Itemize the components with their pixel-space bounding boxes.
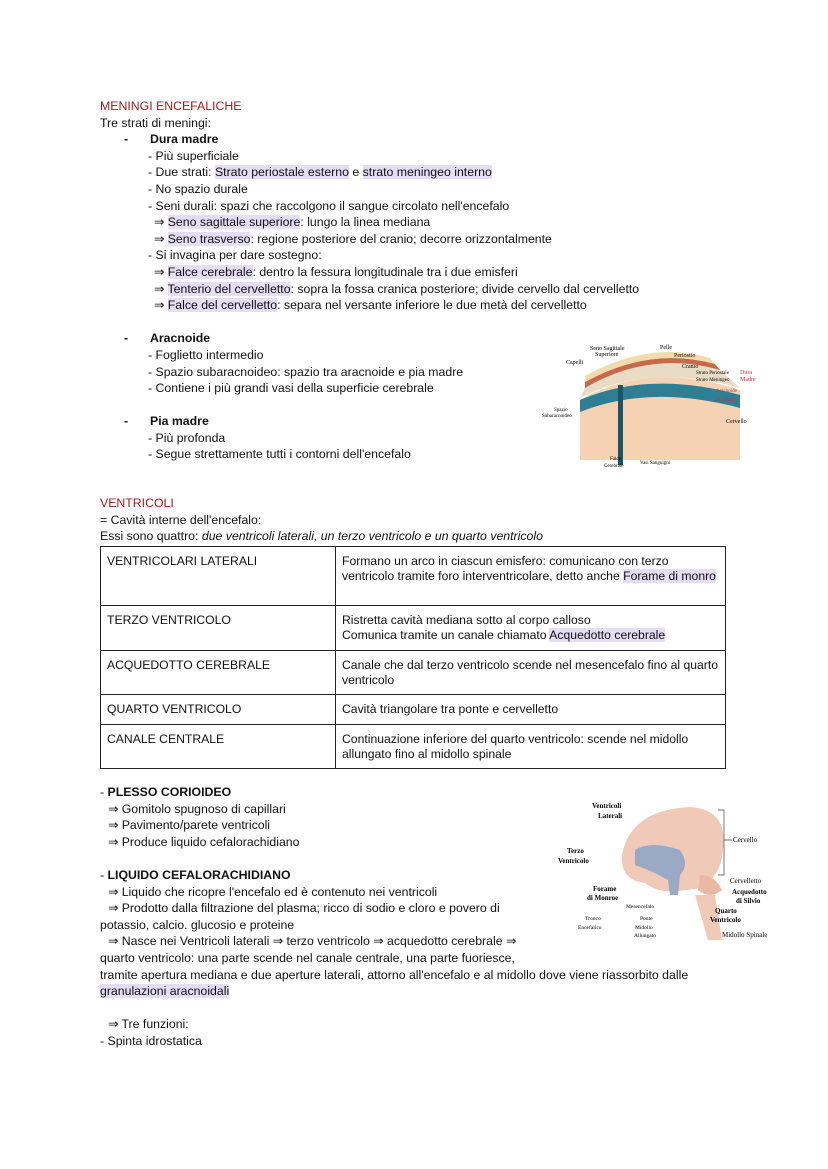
svg-text:Tronco: Tronco <box>585 916 601 922</box>
cerebellum-shape <box>698 875 722 895</box>
ventricles-diagram <box>550 795 810 945</box>
svg-text:di Silvio: di Silvio <box>736 897 761 905</box>
line: ⇒ Produce liquido cefalorachidiano <box>108 834 300 849</box>
line: - Spinta idrostatica <box>100 1033 202 1048</box>
svg-text:Cranio: Cranio <box>682 364 699 370</box>
bullet: - <box>124 414 129 429</box>
highlight: Falce del cervelletto <box>167 298 278 313</box>
svg-text:Pelle: Pelle <box>660 345 672 351</box>
svg-text:Quarto: Quarto <box>715 907 737 915</box>
line: - Spazio subaracnoideo: spazio tra aracnoide e pia madre <box>148 364 464 379</box>
svg-text:Encefalico: Encefalico <box>578 925 602 931</box>
table-row: TERZO VENTRICOLO Ristretta cavità mediana sotto al corpo calloso Comunica tramite un canale chiamato Acquedotto cerebrale <box>101 606 726 651</box>
svg-text:Ventricolo: Ventricolo <box>558 857 589 865</box>
svg-text:Superiore: Superiore <box>595 352 619 358</box>
highlight: Falce cerebrale <box>167 264 253 279</box>
line: - Seni durali: spazi che raccolgono il sangue circolato nell'encefalo <box>148 198 510 213</box>
highlight: strato meningeo interno <box>362 165 492 180</box>
svg-text:Cerebrale: Cerebrale <box>604 464 624 469</box>
svg-text:Falce: Falce <box>610 457 621 462</box>
highlight: Tenterio del cervelletto <box>167 281 291 296</box>
line: ⇒ Falce cerebrale: dentro la fessura longitudinale tra i due emisferi <box>154 264 518 279</box>
line: - No spazio durale <box>148 181 248 196</box>
svg-text:Ponte: Ponte <box>640 916 653 922</box>
svg-text:Cervello: Cervello <box>733 836 758 844</box>
svg-text:Aracnoide: Aracnoide <box>716 389 737 394</box>
section-title: MENINGI ENCEFALICHE <box>100 99 242 113</box>
line: - Foglietto intermedio <box>148 347 264 362</box>
svg-text:Seno Sagittale: Seno Sagittale <box>590 346 625 352</box>
svg-text:Madre: Madre <box>740 377 756 383</box>
table-row: CANALE CENTRALE Continuazione inferiore del quarto ventricolo: scende nel midollo allungato fino al midollo spinale <box>101 725 726 769</box>
line: quarto ventricolo: una parte scende nel canale centrale, una parte fuoriesce, <box>100 950 515 965</box>
highlight: Seno sagittale superiore <box>167 215 301 230</box>
highlight: Seno trasverso <box>167 231 251 246</box>
heading-plesso: PLESSO CORIOIDEO <box>107 785 232 799</box>
svg-text:Cervelletto: Cervelletto <box>730 877 762 885</box>
svg-text:Mesencefalo: Mesencefalo <box>626 904 655 910</box>
ventricoli-section <box>100 495 543 545</box>
line: - Più profonda <box>148 430 226 445</box>
svg-text:Subaracnoideo: Subaracnoideo <box>542 414 572 419</box>
svg-text:Strato Meningeo: Strato Meningeo <box>696 378 730 383</box>
line: ⇒ Seno sagittale superiore: lungo la linea mediana <box>154 215 431 230</box>
svg-text:di Monroe: di Monroe <box>587 894 619 902</box>
svg-text:Ventricolo: Ventricolo <box>710 916 741 924</box>
line: ⇒ Pavimento/parete ventricoli <box>108 818 271 833</box>
bullet: - <box>124 331 129 346</box>
line: ⇒ Seno trasverso: regione posteriore del cranio; decorre orizzontalmente <box>154 231 552 246</box>
svg-text:Cervello: Cervello <box>726 419 747 425</box>
intro: Tre strati di meningi: <box>100 115 211 130</box>
section-title: VENTRICOLI <box>100 496 174 510</box>
meninges-diagram <box>540 340 780 475</box>
line: - Si invagina per dare sostegno: <box>148 248 322 263</box>
definition: = Cavità interne dell'encefalo: <box>100 512 262 527</box>
line: potassio, calcio. glucosio e proteine <box>100 917 295 932</box>
falx <box>618 385 623 465</box>
line: tramite apertura mediana e due aperture laterali, attorno all'encefalo e al midollo dove viene riassorbito dalle <box>100 967 689 982</box>
table-row: QUARTO VENTRICOLO Cavità triangolare tra ponte e cervelletto <box>101 695 726 725</box>
svg-text:Pia Madre: Pia Madre <box>716 398 737 403</box>
svg-text:Forame: Forame <box>593 885 617 893</box>
ventricoli-table <box>100 546 726 769</box>
table-row: VENTRICOLARI LATERALI Formano un arco in ciascun emisfero: comunicano con terzo ventricolo tramite foro interventricolare, detto anche Forame di monro <box>101 547 726 606</box>
svg-text:Acquedotto: Acquedotto <box>732 888 767 896</box>
heading-pia: Pia madre <box>150 414 209 429</box>
table-row: ACQUEDOTTO CEREBRALE Canale che dal terzo ventricolo scende nel mesencefalo fino al quarto ventricolo <box>101 651 726 695</box>
line: - Contiene i più grandi vasi della superficie cerebrale <box>148 381 434 396</box>
line: ⇒ Liquido che ricopre l'encefalo ed è contenuto nei ventricoli <box>108 884 438 899</box>
svg-text:Midollo Spinale: Midollo Spinale <box>722 931 768 939</box>
bullet: - <box>124 132 129 147</box>
line: - Due strati: Strato periostale esterno e strato meningeo interno <box>148 165 492 180</box>
line: ⇒ Gomitolo spugnoso di capillari <box>108 801 286 816</box>
line: - Più superficiale <box>148 148 239 163</box>
plesso-section: - PLESSO CORIOIDEO ⇒ Gomitolo spugnoso di capillari ⇒ Pavimento/parete ventricoli ⇒ Produce liquido cefalorachidiano - LIQUIDO CEFALORACHIDIANO ⇒ Liquido che ricopre l'encefalo ed è contenuto nei ventricoli ⇒ Prodotto dalla filtrazione del plasma; ricco di sodio e cloro e povero di potassio, calcio. glucosio e proteine ⇒ Nasce nei Ventricoli laterali ⇒ terzo ventricolo ⇒ acquedotto cerebrale ⇒ quarto ventricolo: una parte scende nel canale centrale, una parte fuoriesce, tramite apertura mediana e due aperture laterali, attorno all'encefalo e al midollo dove viene riassorbito dalle granulazioni aracnoidali ⇒ Tre funzioni: - Spinta idrostatica <box>100 785 689 1048</box>
highlight: granulazioni aracnoidali <box>100 984 230 999</box>
svg-text:Periostio: Periostio <box>674 353 696 359</box>
line: ⇒ Falce del cervelletto: separa nel versante inferiore le due metà del cervelletto <box>154 298 587 313</box>
svg-text:Spazio: Spazio <box>554 408 568 413</box>
svg-text:Vasi Sanguigni: Vasi Sanguigni <box>640 461 671 466</box>
line: ⇒ Prodotto dalla filtrazione del plasma; ricco di sodio e cloro e povero di <box>108 901 500 916</box>
svg-text:Ventricoli: Ventricoli <box>592 802 622 810</box>
svg-text:Allungato: Allungato <box>634 933 656 939</box>
heading-liquido: LIQUIDO CEFALORACHIDIANO <box>107 867 291 882</box>
svg-text:Midollo: Midollo <box>635 925 653 931</box>
svg-text:Capelli: Capelli <box>566 360 584 366</box>
line: ⇒ Tre funzioni: <box>108 1017 189 1032</box>
line: - Segue strettamente tutti i contorni dell'encefalo <box>148 447 411 462</box>
line: ⇒ Nasce nei Ventricoli laterali ⇒ terzo ventricolo ⇒ acquedotto cerebrale ⇒ <box>108 934 517 949</box>
heading-aracnoide: Aracnoide <box>150 331 211 346</box>
heading-dura: Dura madre <box>150 132 219 147</box>
svg-text:Laterali: Laterali <box>598 812 623 820</box>
svg-text:Terzo: Terzo <box>567 847 584 855</box>
svg-text:Strato Periostale: Strato Periostale <box>696 371 729 376</box>
svg-text:Dura: Dura <box>740 370 752 376</box>
line: ⇒ Tenterio del cervelletto: sopra la fossa cranica posteriore; divide cervello dal cervelletto <box>154 281 640 296</box>
intro: Essi sono quattro: due ventricoli laterali, un terzo ventricolo e un quarto ventricolo <box>100 529 543 544</box>
highlight: Strato periostale esterno <box>214 165 349 180</box>
